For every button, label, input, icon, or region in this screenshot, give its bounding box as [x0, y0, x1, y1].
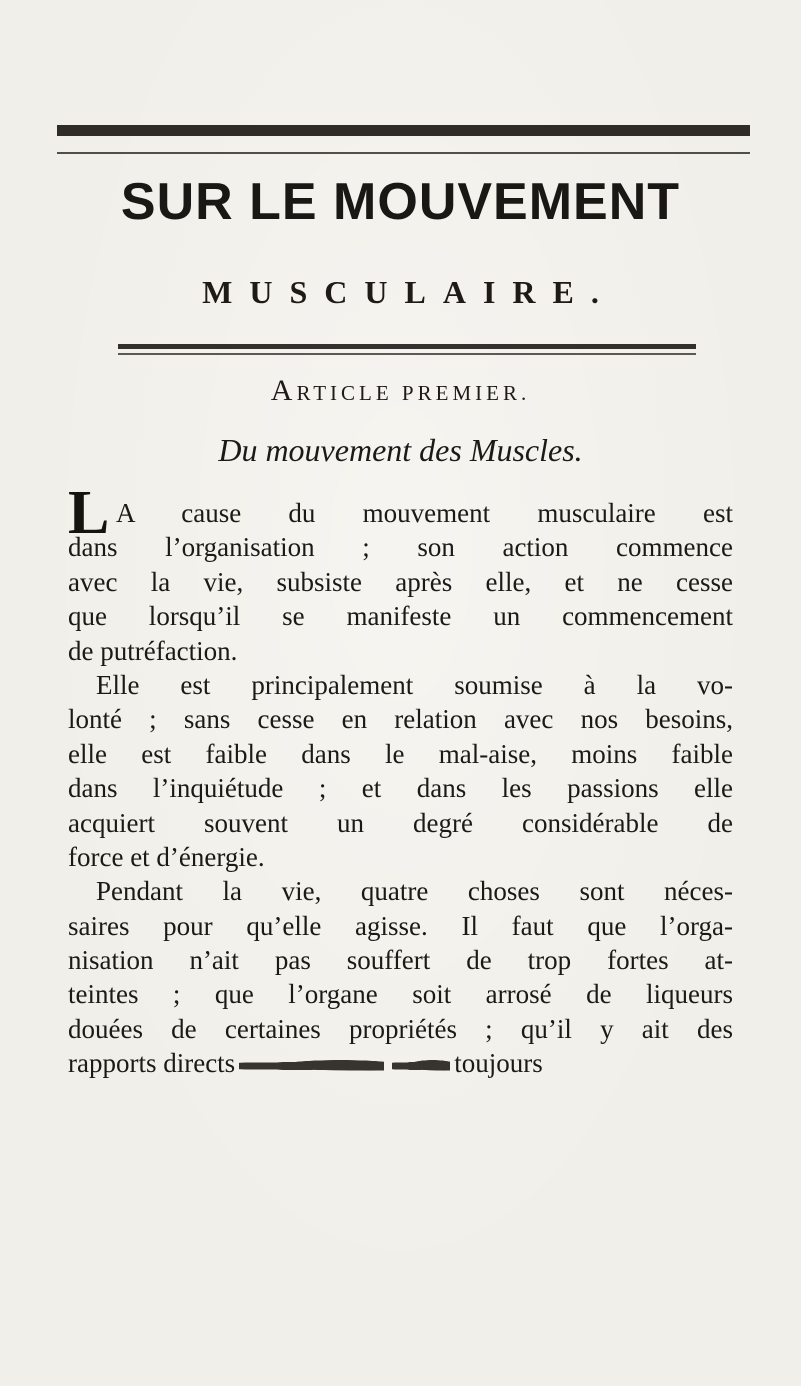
ink-blot	[392, 1058, 450, 1074]
sub-title: MUSCULAIRE.	[202, 274, 616, 310]
top-rule-thick	[57, 125, 750, 136]
main-title: SUR LE MOUVEMENT	[120, 173, 681, 231]
text-line: avec la vie, subsiste après elle, et ne cesse	[68, 566, 733, 597]
last-line-end: toujours	[454, 1048, 543, 1079]
text-line: nisation n’ait pas souffert de trop fortes at-	[68, 945, 733, 976]
drop-cap: L	[68, 479, 110, 547]
text-line: douées de certaines propriétés ; qu’il y ait des	[68, 1013, 733, 1044]
text-line: dans l’inquiétude ; et dans les passions elle	[68, 773, 733, 804]
ink-blot	[239, 1058, 384, 1074]
last-line-start: rapports directs	[68, 1048, 236, 1079]
body-text	[68, 496, 733, 1081]
article-heading-initial: A	[270, 374, 297, 407]
text-line: acquiert souvent un degré considérable de	[68, 807, 733, 838]
text-line: saires pour qu’elle agisse. Il faut que l’orga-	[68, 910, 733, 941]
divider-rule-thick	[118, 344, 696, 349]
text-line: teintes ; que l’organe soit arrosé de liqueurs	[68, 979, 733, 1010]
text-line: Pendant la vie, quatre choses sont néces-	[96, 876, 733, 907]
text-line: dans l’organisation ; son action commence	[68, 532, 733, 563]
text-line: force et d’énergie.	[68, 841, 265, 872]
text-line: A cause du mouvement musculaire est	[116, 498, 733, 528]
text-line: que lorsqu’il se manifeste un commencement	[68, 601, 733, 632]
section-heading: Du mouvement des Muscles.	[218, 432, 583, 468]
top-rule-thin	[57, 152, 750, 154]
text-line: elle est faible dans le mal-aise, moins faible	[68, 738, 733, 769]
text-line: Elle est principalement soumise à la vo-	[96, 669, 733, 700]
text-line: de putréfaction.	[68, 635, 238, 666]
text-line: lonté ; sans cesse en relation avec nos besoins,	[68, 704, 733, 735]
article-heading	[0, 376, 801, 408]
article-heading-rest: RTICLE PREMIER.	[296, 381, 531, 405]
text-line-last	[68, 1046, 733, 1080]
divider-rule-thin	[118, 353, 696, 355]
